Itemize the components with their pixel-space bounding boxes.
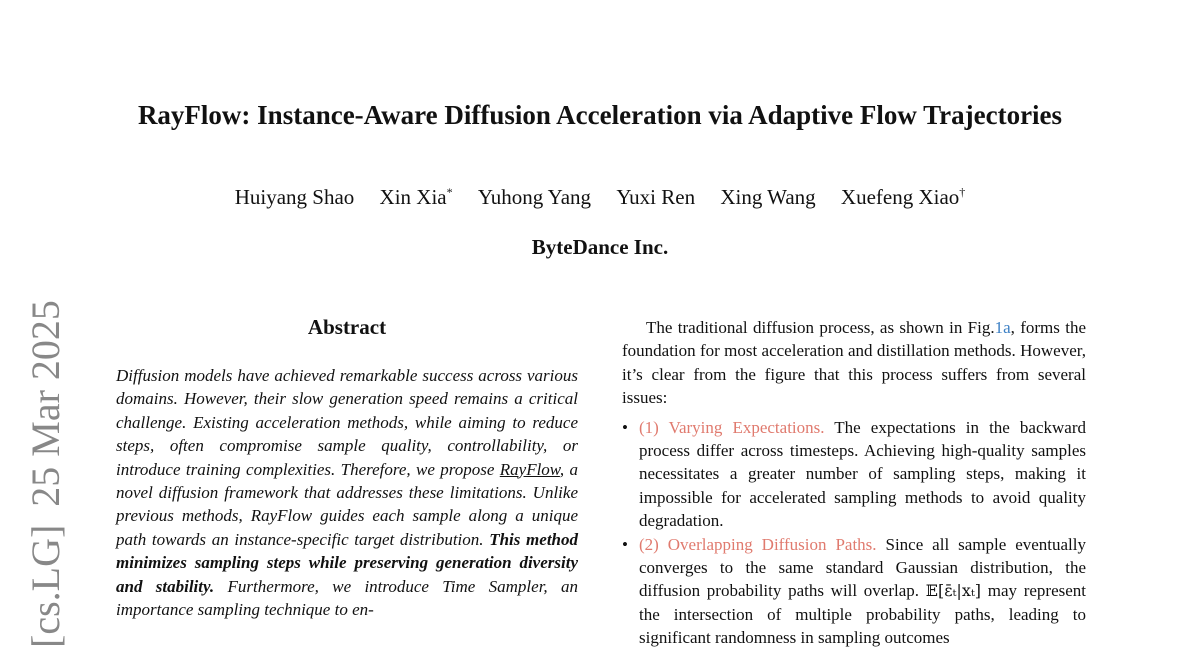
list-item: • (1) Varying Expectations. The expectations in the backward process differ across timesteps. Achieving high-quality samples necessitates a greater number of sampling steps, making it impossible for accelerated sampling methods to avoid quality degradation. <box>622 416 1086 533</box>
abstract-heading: Abstract <box>307 315 387 339</box>
math-expression: 𝔼[ε̄ₜ|xₜ] <box>925 581 982 601</box>
author: Huiyang Shao <box>234 185 355 209</box>
issue-title: (2) Overlapping Diffusion Paths. <box>639 534 877 554</box>
abstract-text: Diffusion models have achieved remarkable success across various domains. However, their slow generation speed remains a critical challenge. Existing acceleration methods, while aiming to reduce steps, often compromise sample quality, controllability, or introduce training complexities. Therefore, we propose RayFlow, a novel diffusion framework that addresses these limitations. Unlike previous methods, RayFlow guides each sample along a unique path towards an instance-specific target distribution. This method minimizes sampling steps while preserving generation diversity and stability. Furthermore, we introduce Time Sampler, an importance sampling technique to en- <box>116 366 579 620</box>
issues-list <box>622 416 1086 650</box>
author-list <box>0 178 1200 211</box>
list-item: • (2) Overlapping Diffusion Paths. Since all sample eventually converges to the same standard Gaussian distribution, the diffusion probability paths will overlap. 𝔼[ε̄ₜ|xₜ] may represent the intersection of multiple probability paths, leading to significant randomness in sampling outcomes <box>622 533 1086 650</box>
abstract-emphasis: This method minimizes sampling steps while preserving generation diversity and stability. <box>116 529 578 596</box>
affiliation: ByteDance Inc. <box>531 235 669 259</box>
figure-reference-link[interactable]: 1a <box>994 318 1011 337</box>
author: Yuhong Yang <box>477 185 592 209</box>
arxiv-identifier-stamp <box>23 300 68 648</box>
author: Xuefeng Xiao† <box>840 185 966 209</box>
author: Xing Wang <box>720 185 816 209</box>
intro-paragraph: The traditional diffusion process, as shown in Fig.1a, forms the foundation for most acceleration and distillation methods. However, it’s clear from the figure that this process suffers from several issues: <box>622 318 1086 408</box>
author: Yuxi Ren <box>616 185 696 209</box>
paper-title: RayFlow: Instance-Aware Diffusion Acceleration via Adaptive Flow Trajectories <box>137 100 1063 130</box>
abstract-section <box>116 312 578 621</box>
author: Xin Xia* <box>379 185 453 209</box>
introduction-section <box>622 316 1086 650</box>
issue-title: (1) Varying Expectations. <box>639 417 825 437</box>
arxiv-category: [cs.LG] <box>23 524 68 648</box>
arxiv-date: 25 Mar 2025 <box>23 300 68 507</box>
method-name: RayFlow <box>499 459 560 479</box>
